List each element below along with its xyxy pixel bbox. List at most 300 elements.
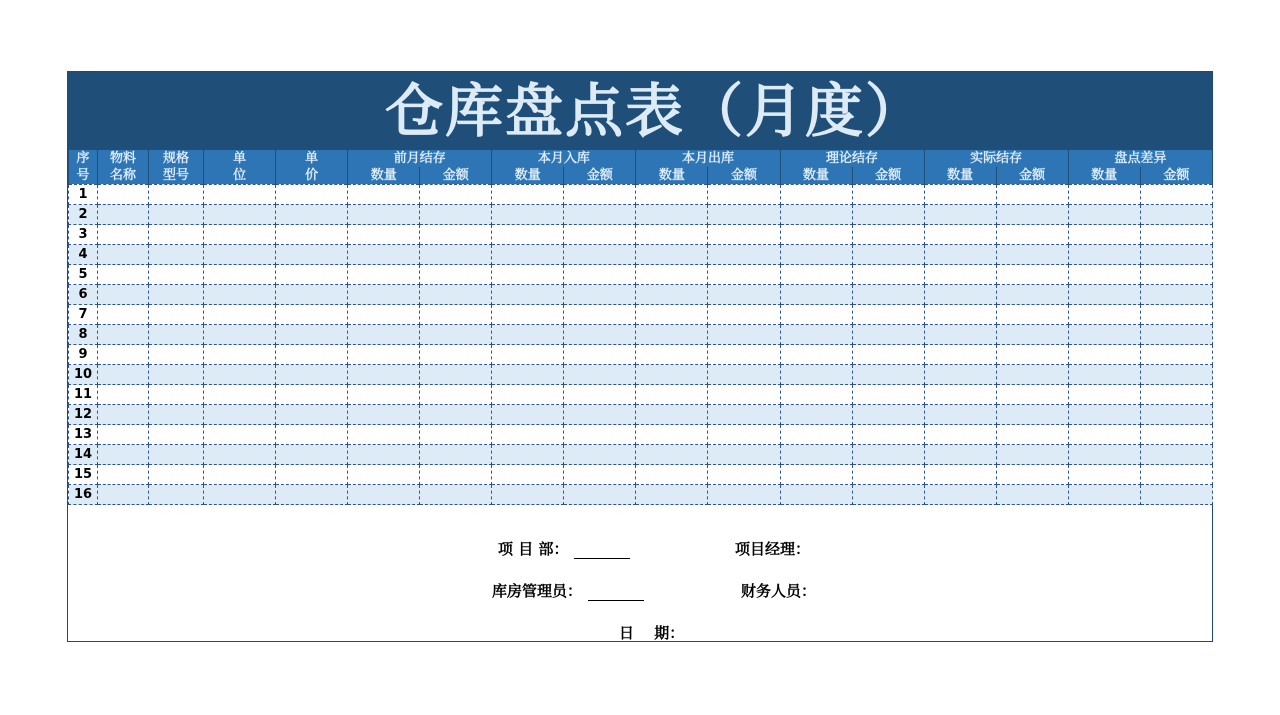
- table-cell[interactable]: [996, 485, 1068, 505]
- table-cell[interactable]: [276, 425, 348, 445]
- project-dept-signature-line[interactable]: [574, 544, 630, 559]
- table-cell[interactable]: [204, 285, 276, 305]
- inventory-sheet: [67, 71, 1213, 642]
- table-cell[interactable]: [780, 245, 852, 265]
- table-cell[interactable]: [996, 445, 1068, 465]
- table-cell[interactable]: [492, 465, 564, 485]
- table-cell[interactable]: [276, 385, 348, 405]
- date-field: [619, 622, 684, 643]
- table-cell[interactable]: [564, 225, 636, 245]
- table-cell[interactable]: [996, 225, 1068, 245]
- table-cell[interactable]: [420, 245, 492, 265]
- table-cell[interactable]: [276, 265, 348, 285]
- row-number: 5: [69, 265, 98, 285]
- table-cell[interactable]: [1140, 425, 1212, 445]
- table-cell[interactable]: [852, 305, 924, 325]
- table-cell[interactable]: [492, 425, 564, 445]
- table-cell[interactable]: [996, 405, 1068, 425]
- table-cell[interactable]: [420, 225, 492, 245]
- table-cell[interactable]: [1140, 265, 1212, 285]
- table-cell[interactable]: [564, 285, 636, 305]
- table-cell[interactable]: [564, 265, 636, 285]
- table-cell[interactable]: [348, 365, 420, 385]
- table-cell[interactable]: [1068, 185, 1140, 205]
- table-cell[interactable]: [276, 225, 348, 245]
- table-cell[interactable]: [149, 285, 204, 305]
- table-cell[interactable]: [564, 425, 636, 445]
- table-cell[interactable]: [348, 345, 420, 365]
- table-cell[interactable]: [1140, 305, 1212, 325]
- header-amount: 金额: [852, 167, 924, 185]
- table-cell[interactable]: [204, 385, 276, 405]
- table-cell[interactable]: [204, 345, 276, 365]
- table-cell[interactable]: [1068, 305, 1140, 325]
- table-cell[interactable]: [204, 485, 276, 505]
- table-cell[interactable]: [1068, 365, 1140, 385]
- header-amount: 金额: [708, 167, 780, 185]
- table-cell[interactable]: [204, 445, 276, 465]
- table-cell[interactable]: [492, 185, 564, 205]
- table-cell[interactable]: [1140, 325, 1212, 345]
- table-cell[interactable]: [636, 205, 708, 225]
- table-cell[interactable]: [149, 425, 204, 445]
- table-cell[interactable]: [780, 465, 852, 485]
- table-cell[interactable]: [780, 485, 852, 505]
- table-cell[interactable]: [348, 485, 420, 505]
- table-cell[interactable]: [348, 325, 420, 345]
- table-cell[interactable]: [564, 245, 636, 265]
- table-cell[interactable]: [924, 345, 996, 365]
- table-cell[interactable]: [636, 465, 708, 485]
- table-cell[interactable]: [564, 345, 636, 365]
- table-cell[interactable]: [924, 385, 996, 405]
- table-cell[interactable]: [780, 205, 852, 225]
- table-cell[interactable]: [996, 365, 1068, 385]
- table-row: [69, 185, 1213, 205]
- table-cell[interactable]: [1140, 225, 1212, 245]
- table-cell[interactable]: [780, 385, 852, 405]
- table-cell[interactable]: [204, 265, 276, 285]
- table-cell[interactable]: [98, 485, 149, 505]
- table-cell[interactable]: [924, 325, 996, 345]
- header-spec-1: 规格: [149, 150, 204, 167]
- table-cell[interactable]: [636, 485, 708, 505]
- table-cell[interactable]: [564, 465, 636, 485]
- table-cell[interactable]: [492, 345, 564, 365]
- table-cell[interactable]: [276, 185, 348, 205]
- table-row: [69, 265, 1213, 285]
- table-cell[interactable]: [636, 185, 708, 205]
- table-cell[interactable]: [924, 265, 996, 285]
- table-cell[interactable]: [564, 385, 636, 405]
- table-cell[interactable]: [996, 325, 1068, 345]
- table-cell[interactable]: [924, 245, 996, 265]
- table-cell[interactable]: [708, 405, 780, 425]
- row-number: 13: [69, 425, 98, 445]
- table-cell[interactable]: [564, 205, 636, 225]
- project-dept-field: [498, 538, 630, 559]
- row-number: 4: [69, 245, 98, 265]
- table-cell[interactable]: [98, 225, 149, 245]
- table-cell[interactable]: [780, 185, 852, 205]
- table-cell[interactable]: [924, 445, 996, 465]
- table-cell[interactable]: [708, 205, 780, 225]
- table-cell[interactable]: [996, 465, 1068, 485]
- table-cell[interactable]: [348, 305, 420, 325]
- table-cell[interactable]: [98, 365, 149, 385]
- table-cell[interactable]: [1068, 325, 1140, 345]
- table-cell[interactable]: [852, 345, 924, 365]
- table-cell[interactable]: [420, 445, 492, 465]
- table-cell[interactable]: [636, 285, 708, 305]
- table-cell[interactable]: [276, 245, 348, 265]
- table-cell[interactable]: [98, 405, 149, 425]
- table-cell[interactable]: [492, 285, 564, 305]
- table-cell[interactable]: [204, 305, 276, 325]
- table-cell[interactable]: [420, 405, 492, 425]
- table-cell[interactable]: [636, 405, 708, 425]
- table-cell[interactable]: [149, 485, 204, 505]
- header-group-inbound: 本月入库: [492, 150, 636, 167]
- table-cell[interactable]: [276, 465, 348, 485]
- table-cell[interactable]: [996, 385, 1068, 405]
- table-cell[interactable]: [348, 265, 420, 285]
- table-cell[interactable]: [149, 365, 204, 385]
- table-cell[interactable]: [708, 185, 780, 205]
- table-cell[interactable]: [564, 305, 636, 325]
- table-cell[interactable]: [708, 325, 780, 345]
- inventory-table: [68, 150, 1213, 505]
- table-cell[interactable]: [149, 305, 204, 325]
- table-cell[interactable]: [1068, 225, 1140, 245]
- table-cell[interactable]: [420, 385, 492, 405]
- table-cell[interactable]: [708, 285, 780, 305]
- table-cell[interactable]: [1068, 405, 1140, 425]
- table-cell[interactable]: [492, 325, 564, 345]
- table-cell[interactable]: [204, 325, 276, 345]
- table-cell[interactable]: [98, 325, 149, 345]
- table-cell[interactable]: [420, 465, 492, 485]
- table-cell[interactable]: [708, 365, 780, 385]
- table-cell[interactable]: [636, 225, 708, 245]
- table-row: [69, 225, 1213, 245]
- row-number: 12: [69, 405, 98, 425]
- table-cell[interactable]: [98, 245, 149, 265]
- table-cell[interactable]: [276, 405, 348, 425]
- table-cell[interactable]: [98, 305, 149, 325]
- table-cell[interactable]: [149, 405, 204, 425]
- table-cell[interactable]: [1068, 465, 1140, 485]
- table-cell[interactable]: [492, 385, 564, 405]
- table-cell[interactable]: [924, 485, 996, 505]
- table-cell[interactable]: [636, 345, 708, 365]
- table-cell[interactable]: [204, 365, 276, 385]
- table-cell[interactable]: [852, 205, 924, 225]
- table-cell[interactable]: [1068, 345, 1140, 365]
- warehouse-admin-field: [492, 580, 644, 601]
- table-cell[interactable]: [780, 425, 852, 445]
- table-cell[interactable]: [492, 305, 564, 325]
- table-cell[interactable]: [852, 365, 924, 385]
- table-cell[interactable]: [1140, 205, 1212, 225]
- table-cell[interactable]: [636, 245, 708, 265]
- table-cell[interactable]: [852, 405, 924, 425]
- table-cell[interactable]: [564, 325, 636, 345]
- table-cell[interactable]: [348, 285, 420, 305]
- finance-label: 财务人员：: [741, 582, 817, 600]
- project-manager-label: 项目经理：: [735, 540, 811, 558]
- table-cell[interactable]: [420, 485, 492, 505]
- table-cell[interactable]: [852, 325, 924, 345]
- table-cell[interactable]: [149, 445, 204, 465]
- table-cell[interactable]: [924, 285, 996, 305]
- table-cell[interactable]: [348, 405, 420, 425]
- table-cell[interactable]: [996, 245, 1068, 265]
- table-cell[interactable]: [276, 205, 348, 225]
- table-cell[interactable]: [780, 405, 852, 425]
- table-cell[interactable]: [780, 225, 852, 245]
- table-cell[interactable]: [852, 265, 924, 285]
- table-cell[interactable]: [1068, 385, 1140, 405]
- signature-footer: [68, 514, 1212, 642]
- table-cell[interactable]: [708, 425, 780, 445]
- header-name-1: 物料: [98, 150, 149, 167]
- table-cell[interactable]: [149, 205, 204, 225]
- table-cell[interactable]: [564, 405, 636, 425]
- table-cell[interactable]: [1140, 485, 1212, 505]
- table-cell[interactable]: [636, 425, 708, 445]
- table-cell[interactable]: [348, 185, 420, 205]
- table-cell[interactable]: [780, 445, 852, 465]
- table-cell[interactable]: [98, 185, 149, 205]
- table-cell[interactable]: [348, 425, 420, 445]
- table-cell[interactable]: [708, 445, 780, 465]
- table-row: [69, 345, 1213, 365]
- table-cell[interactable]: [492, 365, 564, 385]
- table-cell[interactable]: [636, 325, 708, 345]
- table-cell[interactable]: [564, 445, 636, 465]
- table-cell[interactable]: [276, 345, 348, 365]
- table-cell[interactable]: [1068, 485, 1140, 505]
- table-cell[interactable]: [996, 285, 1068, 305]
- table-cell[interactable]: [1068, 205, 1140, 225]
- table-cell[interactable]: [852, 385, 924, 405]
- table-cell[interactable]: [98, 265, 149, 285]
- table-cell[interactable]: [149, 245, 204, 265]
- table-cell[interactable]: [348, 245, 420, 265]
- table-cell[interactable]: [149, 325, 204, 345]
- row-number: 14: [69, 445, 98, 465]
- table-cell[interactable]: [1068, 265, 1140, 285]
- header-unit-1: 单: [204, 150, 276, 167]
- table-cell[interactable]: [204, 425, 276, 445]
- table-row: [69, 245, 1213, 265]
- table-cell[interactable]: [780, 365, 852, 385]
- table-cell[interactable]: [420, 425, 492, 445]
- table-cell[interactable]: [996, 265, 1068, 285]
- table-cell[interactable]: [924, 405, 996, 425]
- header-group-prev-balance: 前月结存: [348, 150, 492, 167]
- table-cell[interactable]: [780, 305, 852, 325]
- table-cell[interactable]: [492, 225, 564, 245]
- table-cell[interactable]: [1140, 185, 1212, 205]
- table-cell[interactable]: [348, 205, 420, 225]
- title-bar: [68, 72, 1212, 150]
- table-cell[interactable]: [564, 185, 636, 205]
- table-cell[interactable]: [204, 405, 276, 425]
- table-cell[interactable]: [708, 225, 780, 245]
- table-cell[interactable]: [852, 245, 924, 265]
- table-cell[interactable]: [636, 385, 708, 405]
- table-row: [69, 405, 1213, 425]
- table-cell[interactable]: [564, 485, 636, 505]
- table-row: [69, 305, 1213, 325]
- table-cell[interactable]: [276, 325, 348, 345]
- table-cell[interactable]: [1140, 445, 1212, 465]
- table-cell[interactable]: [204, 225, 276, 245]
- table-cell[interactable]: [98, 425, 149, 445]
- table-cell[interactable]: [708, 485, 780, 505]
- table-cell[interactable]: [924, 465, 996, 485]
- table-cell[interactable]: [924, 425, 996, 445]
- header-group-difference: 盘点差异: [1068, 150, 1212, 167]
- header-group-outbound: 本月出库: [636, 150, 780, 167]
- table-cell[interactable]: [780, 285, 852, 305]
- table-cell[interactable]: [348, 225, 420, 245]
- table-cell[interactable]: [420, 305, 492, 325]
- table-cell[interactable]: [924, 225, 996, 245]
- table-cell[interactable]: [420, 185, 492, 205]
- table-cell[interactable]: [852, 185, 924, 205]
- table-cell[interactable]: [1140, 405, 1212, 425]
- table-cell[interactable]: [492, 265, 564, 285]
- table-row: [69, 385, 1213, 405]
- table-cell[interactable]: [420, 345, 492, 365]
- table-cell[interactable]: [1140, 465, 1212, 485]
- header-unit-2: 位: [204, 167, 276, 185]
- table-cell[interactable]: [1068, 285, 1140, 305]
- table-cell[interactable]: [348, 465, 420, 485]
- table-cell[interactable]: [492, 445, 564, 465]
- table-cell[interactable]: [636, 265, 708, 285]
- table-cell[interactable]: [996, 185, 1068, 205]
- table-cell[interactable]: [636, 445, 708, 465]
- row-number: 9: [69, 345, 98, 365]
- table-cell[interactable]: [636, 305, 708, 325]
- table-cell[interactable]: [420, 285, 492, 305]
- table-cell[interactable]: [276, 445, 348, 465]
- table-cell[interactable]: [780, 345, 852, 365]
- table-cell[interactable]: [780, 265, 852, 285]
- table-cell[interactable]: [492, 405, 564, 425]
- date-label: 日 期：: [619, 624, 685, 642]
- table-cell[interactable]: [852, 425, 924, 445]
- table-cell[interactable]: [924, 365, 996, 385]
- table-cell[interactable]: [708, 465, 780, 485]
- table-cell[interactable]: [98, 345, 149, 365]
- table-cell[interactable]: [852, 285, 924, 305]
- header-qty: 数量: [348, 167, 420, 185]
- table-cell[interactable]: [204, 245, 276, 265]
- table-cell[interactable]: [149, 185, 204, 205]
- table-cell[interactable]: [852, 485, 924, 505]
- table-cell[interactable]: [492, 485, 564, 505]
- table-cell[interactable]: [996, 205, 1068, 225]
- table-cell[interactable]: [1140, 385, 1212, 405]
- table-cell[interactable]: [996, 425, 1068, 445]
- table-cell[interactable]: [348, 385, 420, 405]
- table-cell[interactable]: [420, 365, 492, 385]
- table-cell[interactable]: [420, 265, 492, 285]
- table-cell[interactable]: [1068, 245, 1140, 265]
- table-cell[interactable]: [708, 305, 780, 325]
- table-cell[interactable]: [204, 465, 276, 485]
- table-cell[interactable]: [492, 205, 564, 225]
- finance-field: [741, 580, 816, 601]
- table-cell[interactable]: [924, 305, 996, 325]
- table-row: [69, 285, 1213, 305]
- row-number: 8: [69, 325, 98, 345]
- table-cell[interactable]: [276, 305, 348, 325]
- table-cell[interactable]: [204, 205, 276, 225]
- table-cell[interactable]: [1140, 365, 1212, 385]
- table-cell[interactable]: [1140, 245, 1212, 265]
- row-number: 3: [69, 225, 98, 245]
- table-cell[interactable]: [204, 185, 276, 205]
- table-cell[interactable]: [492, 245, 564, 265]
- table-cell[interactable]: [708, 385, 780, 405]
- table-cell[interactable]: [708, 345, 780, 365]
- header-row-2: [69, 167, 1213, 185]
- table-cell[interactable]: [780, 325, 852, 345]
- table-cell[interactable]: [98, 385, 149, 405]
- table-cell[interactable]: [149, 225, 204, 245]
- table-cell[interactable]: [348, 445, 420, 465]
- table-cell[interactable]: [1140, 285, 1212, 305]
- table-cell[interactable]: [996, 305, 1068, 325]
- table-cell[interactable]: [149, 465, 204, 485]
- table-cell[interactable]: [276, 285, 348, 305]
- table-cell[interactable]: [924, 185, 996, 205]
- table-cell[interactable]: [1140, 345, 1212, 365]
- table-cell[interactable]: [564, 365, 636, 385]
- table-cell[interactable]: [149, 265, 204, 285]
- table-cell[interactable]: [420, 205, 492, 225]
- table-cell[interactable]: [149, 385, 204, 405]
- table-cell[interactable]: [636, 365, 708, 385]
- table-cell[interactable]: [708, 245, 780, 265]
- table-cell[interactable]: [98, 465, 149, 485]
- table-cell[interactable]: [420, 325, 492, 345]
- table-cell[interactable]: [852, 225, 924, 245]
- table-cell[interactable]: [852, 445, 924, 465]
- table-cell[interactable]: [276, 365, 348, 385]
- table-cell[interactable]: [852, 465, 924, 485]
- table-cell[interactable]: [149, 345, 204, 365]
- table-cell[interactable]: [98, 205, 149, 225]
- row-number: 1: [69, 185, 98, 205]
- warehouse-admin-signature-line[interactable]: [588, 586, 644, 601]
- table-cell[interactable]: [98, 445, 149, 465]
- table-cell[interactable]: [708, 265, 780, 285]
- table-cell[interactable]: [1068, 445, 1140, 465]
- table-cell[interactable]: [996, 345, 1068, 365]
- table-cell[interactable]: [98, 285, 149, 305]
- table-row: [69, 425, 1213, 445]
- table-cell[interactable]: [924, 205, 996, 225]
- table-cell[interactable]: [1068, 425, 1140, 445]
- table-cell[interactable]: [276, 485, 348, 505]
